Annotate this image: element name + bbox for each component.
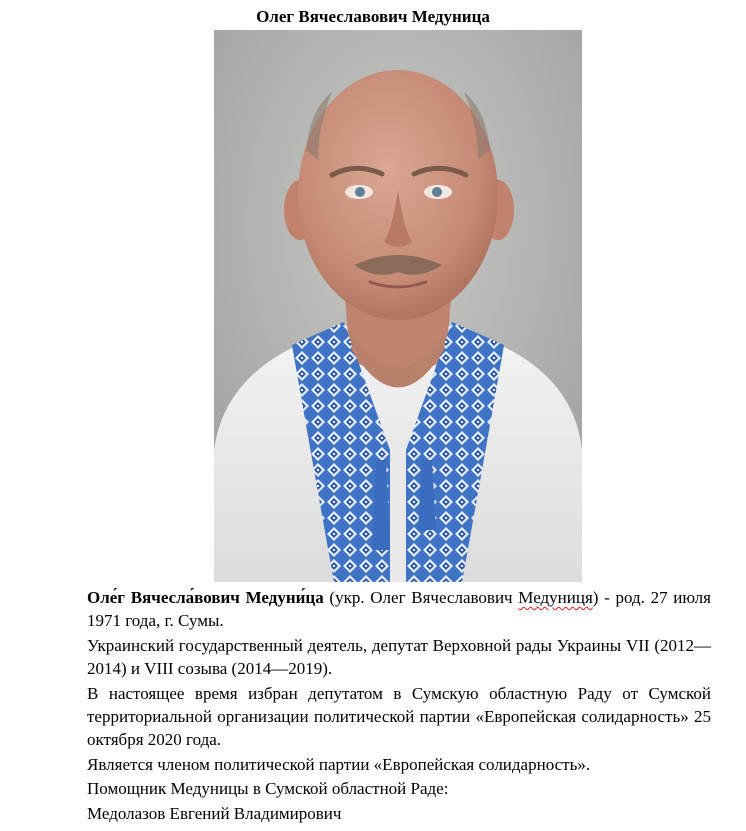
bio-intro-suffix: ) - род. 27 июля 1971 года, г. Сумы. [87, 588, 711, 631]
document-title: Олег Вячеславович Медуница [256, 7, 490, 26]
bio-career: Украинский государственный деятель, депутат Верховной рады Украины VII (2012—2014) и VIII созыва (2014—2019). [87, 635, 711, 679]
bio-assistant-name: Медолазов Евгений Владимирович [87, 803, 342, 823]
portrait-photo [214, 30, 582, 582]
biography [87, 586, 711, 825]
bio-party: Является членом политической партии «Европейская солидарность». [87, 754, 591, 774]
ukr-surname: Медуниця [518, 588, 593, 607]
portrait-illustration [214, 30, 582, 582]
bio-current: В настоящее время избран депутатом в Сумскую областную Раду от Сумской территориальной организации политической партии «Европейская солидарность» 25 октября 2020 года. [87, 683, 711, 750]
bio-name: Оле́г Вячесла́вович Медуни́ца [87, 588, 324, 607]
bio-intro [87, 586, 711, 633]
bio-intro-prefix: (укр. Олег Вячеславович [323, 588, 519, 607]
bio-assistant-label: Помощник Медуницы в Сумской областной Раде: [87, 779, 449, 799]
